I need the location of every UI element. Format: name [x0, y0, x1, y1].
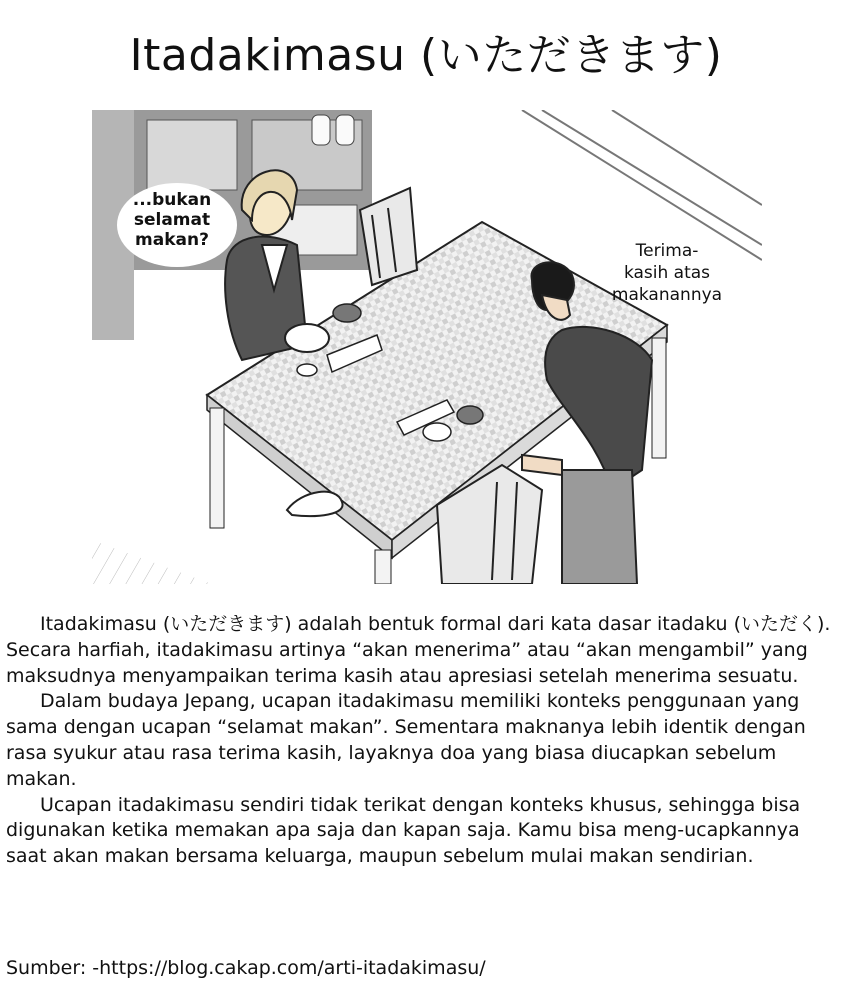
source-citation: Sumber: -https://blog.cakap.com/arti-itadakimasu/ — [6, 957, 486, 979]
bubble-left-line: ...bukan — [132, 190, 212, 210]
paragraph: Itadakimasu (いただきます) adalah bentuk formal dari kata dasar itadaku (いただく). Secara harfiah, itadakimasu artinya “akan menerima” atau “akan mengambil” yang maksudnya menyampaikan terima kasih atau apresiasi setelah menerima sesuatu. — [6, 613, 831, 687]
manga-panel-illustration — [92, 110, 762, 584]
bubble-right-line: kasih atas — [623, 263, 711, 283]
article-body — [6, 612, 846, 870]
paragraph: Dalam budaya Jepang, ucapan itadakimasu memiliki konteks penggunaan yang sama dengan ucapan “selamat makan”. Sementara maknanya lebih identik dengan rasa syukur atau rasa terima kasih, layaknya doa yang biasa diucapkan sebelum makan. — [6, 690, 806, 790]
bubble-left-line: selamat — [133, 210, 211, 230]
page-title: Itadakimasu (いただきます) — [129, 30, 723, 81]
bubble-right-line: makanannya — [611, 285, 723, 305]
bubble-left-line: makan? — [135, 230, 209, 250]
paragraph: Ucapan itadakimasu sendiri tidak terikat dengan konteks khusus, sehingga bisa digunakan ketika memakan apa saja dan kapan saja. Kamu bisa meng-ucapkannya saat akan makan bersama keluarga, maupun sebelum mulai makan sendirian. — [6, 793, 801, 868]
speech-bubble-left — [122, 190, 222, 250]
speech-bubble-right — [592, 240, 742, 306]
bubble-right-line: Terima- — [635, 241, 699, 261]
